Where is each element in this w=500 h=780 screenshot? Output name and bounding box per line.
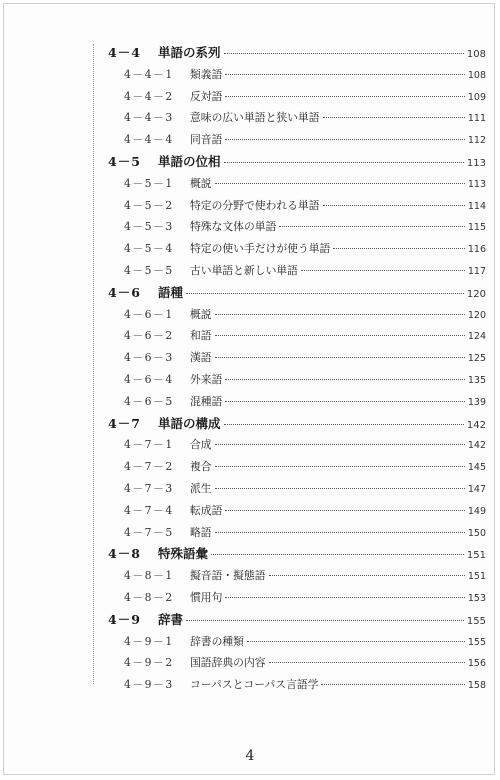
- toc-entry-number: 4－5－2: [124, 198, 174, 212]
- toc-entry-page: 108: [466, 49, 486, 60]
- toc-entry-number: 4－5－4: [124, 242, 174, 256]
- dot-leader: [225, 139, 464, 140]
- toc-entry-title: 類義語: [190, 67, 223, 81]
- dot-leader: [215, 488, 465, 489]
- dot-leader: [215, 466, 465, 467]
- toc-entry-number: 4－9－2: [124, 656, 174, 670]
- toc-entry-page: 145: [467, 462, 486, 474]
- dot-leader: [225, 96, 464, 97]
- toc-entry-page: 114: [467, 200, 486, 212]
- toc-subsection-row: [108, 652, 486, 674]
- toc-entry-page: 158: [467, 680, 486, 692]
- toc-entry-page: 149: [467, 505, 486, 517]
- dot-leader: [279, 226, 464, 227]
- toc-subsection-row: [108, 260, 486, 282]
- dot-leader: [225, 597, 464, 598]
- dot-leader: [186, 620, 464, 621]
- toc-entry-title: 外来語: [190, 372, 223, 386]
- toc-entry-title: 概説: [190, 307, 212, 321]
- toc-entry-number: 4－9－3: [124, 678, 174, 692]
- toc-entry-number: 4－6－5: [124, 394, 174, 408]
- toc-entry-page: 112: [467, 135, 486, 147]
- toc-entry-title: 略語: [190, 525, 212, 539]
- toc-subsection-row: [108, 456, 486, 478]
- toc-entry-page: 155: [466, 615, 486, 627]
- dot-leader: [215, 314, 465, 315]
- toc-subsection-row: [108, 391, 486, 413]
- toc-entry-title: コーパスとコーパス言語学: [190, 678, 319, 692]
- dot-leader: [224, 53, 464, 54]
- toc-subsection-row: [108, 216, 486, 238]
- toc-entry-title: 反対語: [190, 89, 223, 103]
- toc-entry-page: 116: [467, 244, 486, 256]
- toc-entry-title: 特殊な文体の単語: [190, 220, 277, 234]
- toc-subsection-row: [108, 64, 486, 86]
- toc-entry-page: 151: [467, 571, 486, 583]
- toc-entry-title: 単語の位相: [158, 153, 221, 169]
- dot-leader: [215, 183, 465, 184]
- toc-entry-page: 151: [466, 550, 486, 562]
- toc-entry-number: 4－7－2: [124, 460, 174, 474]
- toc-entry-title: 特定の使い手だけが使う単語: [190, 242, 331, 256]
- dot-leader: [224, 424, 464, 425]
- dot-leader: [215, 357, 465, 358]
- toc-entry-page: 155: [467, 636, 486, 648]
- dot-leader: [225, 401, 464, 402]
- toc-entry-page: 135: [467, 374, 486, 386]
- toc-entry-number: 4－7: [108, 415, 141, 431]
- toc-subsection-row: [108, 86, 486, 108]
- toc-entry-number: 4－9－1: [124, 634, 174, 648]
- toc-entry-title: 混種語: [190, 394, 223, 408]
- toc-entry-page: 113: [467, 178, 486, 190]
- toc-entry-title: 慣用句: [190, 590, 223, 604]
- toc-entry-number: 4－6－1: [124, 307, 174, 321]
- dot-leader: [321, 684, 464, 685]
- toc-subsection-row: [108, 631, 486, 653]
- toc-subsection-row: [108, 173, 486, 195]
- toc-subsection-row: [108, 238, 486, 260]
- toc-entry-page: 111: [467, 113, 486, 125]
- toc-entry-title: 合成: [190, 438, 212, 452]
- dot-leader: [301, 270, 465, 271]
- binding-margin-line: [93, 44, 94, 684]
- toc-entry-number: 4－4－1: [124, 67, 174, 81]
- toc-entry-page: 120: [466, 288, 486, 300]
- dot-leader: [323, 117, 465, 118]
- toc-section-row: [108, 282, 486, 304]
- toc-subsection-row: [108, 587, 486, 609]
- toc-entry-title: 古い単語と新しい単語: [190, 263, 298, 277]
- toc-entry-number: 4－4－3: [124, 111, 174, 125]
- toc-entry-number: 4－9: [108, 611, 141, 627]
- toc-entry-number: 4－8－2: [124, 590, 174, 604]
- toc-subsection-row: [108, 478, 486, 500]
- toc-entry-number: 4－6－3: [124, 351, 174, 365]
- dot-leader: [323, 205, 465, 206]
- toc-entry-page: 120: [467, 309, 486, 321]
- toc-entry-title: 語種: [158, 284, 184, 300]
- toc-subsection-row: [108, 347, 486, 369]
- toc-entry-page: 142: [466, 419, 486, 431]
- toc-entry-page: 117: [467, 265, 486, 277]
- toc-subsection-row: [108, 522, 486, 544]
- toc-entry-number: 4－7－1: [124, 438, 174, 452]
- toc-entry-title: 同音語: [190, 133, 223, 147]
- toc-entry-title: 概説: [190, 176, 212, 190]
- toc-entry-title: 単語の系列: [158, 45, 221, 60]
- toc-section-row: [108, 151, 486, 173]
- toc-entry-page: 147: [467, 483, 486, 495]
- toc-entry-page: 142: [467, 440, 486, 452]
- toc-section-row: [108, 413, 486, 435]
- toc-subsection-row: [108, 369, 486, 391]
- toc-section-row: [108, 609, 486, 631]
- toc-entry-title: 意味の広い単語と狭い単語: [190, 111, 320, 125]
- toc-entry-title: 特定の分野で使われる単語: [190, 198, 320, 212]
- toc-subsection-row: [108, 107, 486, 129]
- dot-leader: [224, 162, 464, 163]
- toc-subsection-row: [108, 565, 486, 587]
- toc-entry-number: 4－6: [108, 284, 141, 300]
- table-of-contents: [108, 42, 486, 696]
- toc-entry-number: 4－8－1: [124, 569, 174, 583]
- toc-entry-number: 4－4－2: [124, 89, 174, 103]
- toc-entry-page: 150: [467, 527, 486, 539]
- toc-section-row: [108, 42, 486, 64]
- toc-entry-title: 和語: [190, 329, 212, 343]
- toc-entry-number: 4－5: [108, 153, 141, 169]
- toc-entry-title: 複合: [190, 460, 212, 474]
- dot-leader: [225, 379, 464, 380]
- dot-leader: [269, 575, 465, 576]
- toc-entry-title: 派生: [190, 481, 212, 495]
- toc-entry-page: 108: [467, 69, 486, 81]
- toc-entry-number: 4－6－2: [124, 329, 174, 343]
- toc-subsection-row: [108, 129, 486, 151]
- toc-entry-number: 4－7－3: [124, 481, 174, 495]
- toc-subsection-row: [108, 434, 486, 456]
- toc-entry-page: 153: [467, 592, 486, 604]
- toc-entry-page: 115: [467, 222, 486, 234]
- toc-subsection-row: [108, 325, 486, 347]
- toc-entry-page: 139: [467, 396, 486, 408]
- page-number: 4: [245, 748, 255, 764]
- dot-leader: [333, 248, 465, 249]
- dot-leader: [186, 293, 464, 294]
- toc-entry-page: 124: [467, 331, 486, 343]
- toc-entry-page: 113: [466, 157, 486, 169]
- toc-entry-number: 4－5－5: [124, 263, 174, 277]
- toc-entry-title: 国語辞典の内容: [190, 656, 266, 670]
- toc-entry-title: 擬音語・擬態語: [190, 569, 266, 583]
- toc-entry-title: 転成語: [190, 503, 223, 517]
- dot-leader: [225, 510, 464, 511]
- toc-entry-number: 4－7－4: [124, 503, 174, 517]
- dot-leader: [225, 74, 464, 75]
- toc-entry-number: 4－5－1: [124, 176, 174, 190]
- toc-entry-number: 4－7－5: [124, 525, 174, 539]
- dot-leader: [215, 532, 465, 533]
- toc-entry-page: 156: [467, 658, 486, 670]
- toc-entry-page: 109: [467, 91, 486, 103]
- toc-entry-number: 4－4: [108, 45, 141, 60]
- toc-entry-page: 125: [467, 353, 486, 365]
- toc-subsection-row: [108, 674, 486, 696]
- toc-section-row: [108, 543, 486, 565]
- toc-entry-title: 漢語: [190, 351, 212, 365]
- toc-entry-title: 単語の構成: [158, 415, 221, 431]
- toc-entry-title: 特殊語彙: [158, 546, 209, 562]
- dot-leader: [269, 662, 465, 663]
- toc-subsection-row: [108, 304, 486, 326]
- toc-entry-number: 4－5－3: [124, 220, 174, 234]
- dot-leader: [215, 444, 465, 445]
- toc-entry-number: 4－8: [108, 546, 141, 562]
- toc-subsection-row: [108, 195, 486, 217]
- toc-subsection-row: [108, 500, 486, 522]
- dot-leader: [215, 335, 465, 336]
- toc-entry-number: 4－6－4: [124, 372, 174, 386]
- toc-entry-title: 辞書: [158, 611, 184, 627]
- dot-leader: [211, 554, 464, 555]
- toc-entry-title: 辞書の種類: [190, 634, 244, 648]
- toc-entry-number: 4－4－4: [124, 133, 174, 147]
- dot-leader: [247, 641, 465, 642]
